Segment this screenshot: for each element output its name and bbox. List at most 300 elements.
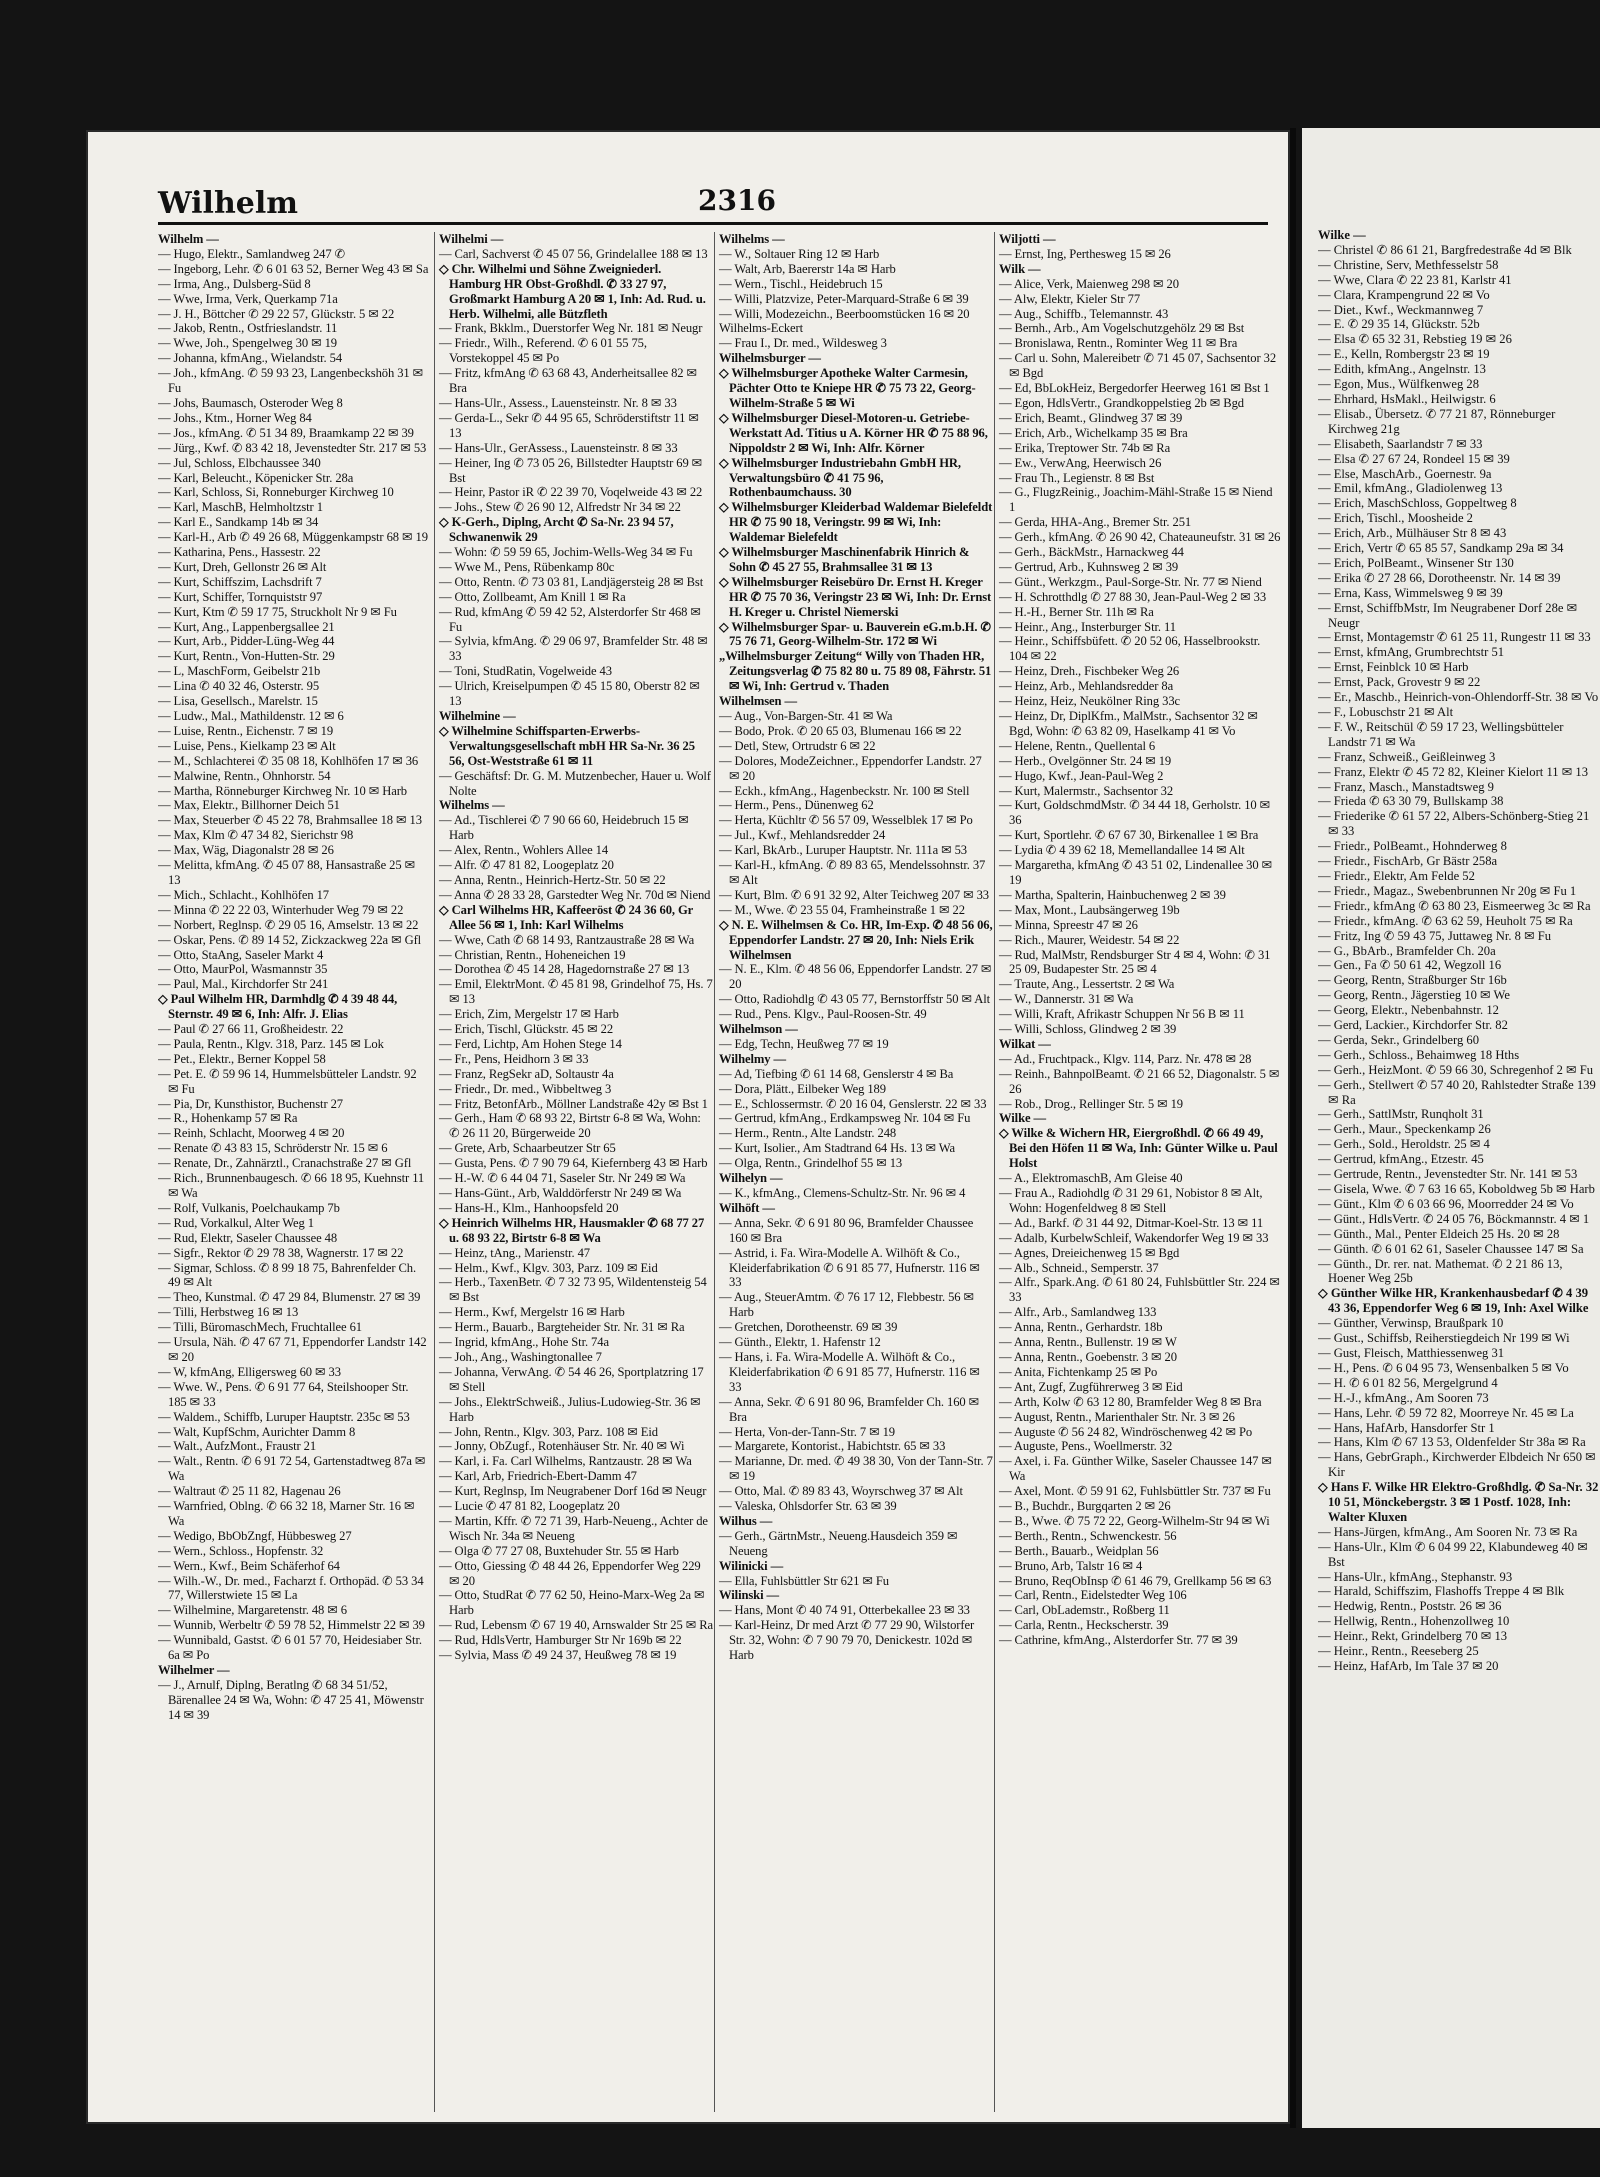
directory-entry: — Gerh., Stellwert ✆ 57 40 20, Rahlstedter Straße 139 ✉ Ra xyxy=(1318,1077,1596,1107)
directory-entry: — Rob., Drog., Rellinger Str. 5 ✉ 19 xyxy=(999,1096,1183,1111)
directory-entry: — Ingeborg, Lehr. ✆ 6 01 63 52, Berner Weg 43 ✉ Sa xyxy=(158,261,429,276)
directory-entry: — Otto, MaurPol, Wasmannstr 35 xyxy=(158,962,328,977)
directory-entry: — Heinr., Schiffsbüfett. ✆ 20 52 06, Hasselbrookstr. 104 ✉ 22 xyxy=(999,634,1261,664)
adjacent-page-column xyxy=(1318,228,1600,2118)
directory-entry: — Arth, Kolw ✆ 63 12 80, Bramfelder Weg 8 ✉ Bra xyxy=(999,1394,1262,1409)
directory-entry: — Hans-Ulr., Klm ✆ 6 04 99 22, Klabundeweg 40 ✉ Bst xyxy=(1318,1539,1588,1569)
directory-entry: — Axel, Mont. ✆ 59 91 62, Fuhlsbüttler Str. 737 ✉ Fu xyxy=(999,1484,1271,1499)
directory-entry: — Wohn: ✆ 59 59 65, Jochim-Wells-Weg 34 ✉ Fu xyxy=(439,545,693,560)
directory-entry: — Helm., Kwf., Klgv. 303, Parz. 109 ✉ Eid xyxy=(439,1260,658,1275)
directory-entry: — Aug., SteuerAmtm. ✆ 76 17 12, Flebbestr. 56 ✉ Harb xyxy=(719,1290,974,1320)
directory-entry: — Johs, Baumasch, Osteroder Weg 8 xyxy=(158,395,343,410)
directory-entry: — E. ✆ 29 35 14, Glückstr. 52b xyxy=(1318,317,1480,332)
directory-entry: — Karl, Schloss, Si, Ronneburger Kirchweg 10 xyxy=(158,485,394,500)
directory-entry: — Günther, Verwinsp, Braußpark 10 xyxy=(1318,1316,1504,1331)
directory-entry: — M., Wwe. ✆ 23 55 04, Framheinstraße 1 ✉ 22 xyxy=(719,902,965,917)
directory-entry: — Herm., Rentn., Alte Landstr. 248 xyxy=(719,1126,897,1141)
directory-entry: Wilhelmer — xyxy=(158,1663,230,1677)
directory-entry: — A., ElektromaschB, Am Gleise 40 xyxy=(999,1171,1183,1186)
directory-entry: — Hugo, Kwf., Jean-Paul-Weg 2 xyxy=(999,768,1164,783)
directory-entry: — Fritz, BetonfArb., Möllner Landstraße 42y ✉ Bst 1 xyxy=(439,1096,708,1111)
directory-entry: Wilhelmi — xyxy=(439,232,504,246)
directory-entry: — Luise, Pens., Kielkamp 23 ✉ Alt xyxy=(158,738,336,753)
directory-entry: — Ehrhard, HsMakl., Heilwigstr. 6 xyxy=(1318,391,1496,406)
directory-entry: — Otto, Zollbeamt, Am Knill 1 ✉ Ra xyxy=(439,589,626,604)
directory-entry: — Wwe, Joh., Spengelweg 30 ✉ 19 xyxy=(158,336,337,351)
directory-entry: — Günth., Mal., Penter Eldeich 25 Hs. 20 ✉ 28 xyxy=(1318,1226,1560,1241)
column-4 xyxy=(994,232,1281,2112)
directory-entry: — Günt., Klm ✆ 6 03 66 96, Moorredder 24 ✉ Vo xyxy=(1318,1196,1574,1211)
directory-entry: — J., Arnulf, Diplng, Beratlng ✆ 68 34 51/52, Bärenallee 24 ✉ Wa, Wohn: ✆ 47 25 41, Möwenstr 14 ✉ 39 xyxy=(158,1677,424,1722)
directory-entry: — Pia, Dr, Kunsthistor, Buchenstr 27 xyxy=(158,1096,343,1111)
directory-entry: — Gertrude, Rentn., Jevenstedter Str. Nr. 141 ✉ 53 xyxy=(1318,1167,1578,1182)
directory-entry: — Ella, Fuhlsbüttler Str 621 ✉ Fu xyxy=(719,1573,889,1588)
directory-entry: ◇ Wilhelmsburger Diesel-Motoren-u. Getriebe-Werkstatt Ad. Titius u A. Körner HR ✆ 75 88 96, Nippoldstr 2 ✉ Wi, Inh: Alfr. Körner xyxy=(719,410,988,455)
directory-entry: — Georg, Elektr., Nebenbahnstr. 12 xyxy=(1318,1003,1499,1018)
directory-entry: — Karl, Beleucht., Köpenicker Str. 28a xyxy=(158,470,354,485)
directory-entry: — Wern., Schloss., Hopfenstr. 32 xyxy=(158,1543,324,1558)
directory-entry: — Joh., kfmAng. ✆ 59 93 23, Langenbeckshöh 31 ✉ Fu xyxy=(158,366,424,396)
directory-entry: — Gertrud, Arb., Kuhnsweg 2 ✉ 39 xyxy=(999,559,1179,574)
directory-entry: — N. E., Klm. ✆ 48 56 06, Eppendorfer Landstr. 27 ✉ 20 xyxy=(719,962,992,992)
directory-entry: Wilhelmy — xyxy=(719,1051,786,1066)
directory-entry: — Warnfried, Oblng. ✆ 66 32 18, Marner Str. 16 ✉ Wa xyxy=(158,1499,415,1528)
directory-entry: — Margaretha, kfmAng ✆ 43 51 02, Lindenallee 30 ✉ 19 xyxy=(999,858,1273,887)
directory-entry: — Gerd, Lackier., Kirchdorfer Str. 82 xyxy=(1318,1018,1508,1033)
directory-entry: — Walt, Arb, Baererstr 14a ✉ Harb xyxy=(719,261,896,276)
directory-entry: — Hans, GebrGraph., Kirchwerder Elbdeich Nr 650 ✉ Kir xyxy=(1318,1450,1596,1480)
directory-entry: — W., Dannerstr. 31 ✉ Wa xyxy=(999,992,1134,1007)
directory-entry: — Melitta, kfmAng. ✆ 45 07 88, Hansastraße 25 ✉ 13 xyxy=(158,858,416,887)
directory-entry: — Theo, Kunstmal. ✆ 47 29 84, Blumenstr. 27 ✉ 39 xyxy=(158,1290,421,1305)
directory-entry: — Frau A., Radiohdlg ✆ 31 29 61, Nobistor 8 ✉ Alt, Wohn: Hogenfeldweg 8 ✉ Stell xyxy=(999,1186,1263,1215)
directory-entry: — Minna, Spreestr 47 ✉ 26 xyxy=(999,917,1138,932)
directory-entry: — Jul, Schloss, Elbchaussee 340 xyxy=(158,455,321,470)
directory-entry: — Wern., Kwf., Beim Schäferhof 64 xyxy=(158,1558,340,1573)
directory-entry: — M., Schlachterei ✆ 35 08 18, Kohlhöfen 17 ✉ 36 xyxy=(158,753,419,768)
directory-entry: — Karl-H., kfmAng. ✆ 89 83 65, Mendelssohnstr. 37 ✉ Alt xyxy=(719,858,986,887)
directory-entry: ◇ Günther Wilke HR, Krankenhausbedarf ✆ 4 39 43 36, Eppendorfer Weg 6 ✉ 19, Inh: Axel Wilke xyxy=(1318,1286,1589,1316)
directory-entry: — Paul ✆ 27 66 11, Großheidestr. 22 xyxy=(158,1022,344,1037)
column-3 xyxy=(714,232,993,2112)
directory-entry: — Ernst, Feinblck 10 ✉ Harb xyxy=(1318,660,1469,675)
directory-entry: ◇ Carl Wilhelms HR, Kaffeeröst ✆ 24 36 60, Gr Allee 56 ✉ 1, Inh: Karl Wilhelms xyxy=(439,902,693,932)
directory-entry: — Franz, RegSekr aD, Soltaustr 4a xyxy=(439,1066,614,1081)
directory-entry: — Fritz, kfmAng ✆ 63 68 43, Anderheitsallee 82 ✉ Bra xyxy=(439,366,697,396)
directory-entry: — Alfr., Spark.Ang. ✆ 61 80 24, Fuhlsbüttler Str. 224 ✉ 33 xyxy=(999,1275,1280,1305)
directory-entry: — Tilli, BüromaschMech, Fruchtallee 61 xyxy=(158,1320,362,1335)
directory-entry: — Ad., Tischlerei ✆ 7 90 66 60, Heidebruch 15 ✉ Harb xyxy=(439,813,689,843)
directory-entry: — John, Rentn., Klgv. 303, Parz. 108 ✉ Eid xyxy=(439,1424,658,1439)
directory-entry: — Hugo, Elektr., Samlandweg 247 ✆ xyxy=(158,246,346,261)
directory-entry: — Ed, BbLokHeiz, Bergedorfer Heerweg 161 ✉ Bst 1 xyxy=(999,381,1270,396)
directory-entry: — Paul, Mal., Kirchdorfer Str 241 xyxy=(158,977,329,992)
directory-entry: — Fritz, Ing ✆ 59 43 75, Juttaweg Nr. 8 ✉ Fu xyxy=(1318,928,1552,943)
directory-entry: — Jul., Kwf., Mehlandsredder 24 xyxy=(719,828,886,843)
directory-entry: — Katharina, Pens., Hassestr. 22 xyxy=(158,545,321,560)
running-head xyxy=(158,184,1268,224)
directory-entry: ◇ Chr. Wilhelmi und Söhne Zweigniederl. Hamburg HR Obst-Großhdl. ✆ 33 27 97, Großmarkt Hamburg A 20 ✉ 1, Inh: Ad. Rud. u. Herb. Wilhelmi, alle Bützfleth xyxy=(439,261,706,321)
directory-entry: — Martin, Kffr. ✆ 72 71 39, Harb-Neueng., Achter de Wisch Nr. 34a ✉ Neueng xyxy=(439,1513,708,1543)
directory-entry: — Herm., Bauarb., Bargteheider Str. Nr. 31 ✉ Ra xyxy=(439,1320,685,1335)
directory-entry: — Harald, Schiffszim, Flashoffs Treppe 4 ✉ Blk xyxy=(1318,1584,1565,1599)
directory-entry: — Johanna, VerwAng. ✆ 54 46 26, Sportplatzring 17 ✉ Stell xyxy=(439,1364,704,1394)
directory-entry: — Erich, Beamt., Glindweg 37 ✉ 39 xyxy=(999,410,1183,425)
directory-entry: — Jos., kfmAng. ✆ 51 34 89, Braamkamp 22 ✉ 39 xyxy=(158,425,414,440)
directory-entry: — Gerh., GärtnMstr., Neueng.Hausdeich 359 ✉ Neueng xyxy=(719,1528,958,1558)
directory-entry: — Johs., Ktm., Horner Weg 84 xyxy=(158,410,312,425)
column-2 xyxy=(434,232,713,2112)
directory-entry: — Kurt, GoldschmdMstr. ✆ 34 44 18, Gerholstr. 10 ✉ 36 xyxy=(999,798,1271,828)
directory-entry: — H. ✆ 6 01 82 56, Mergelgrund 4 xyxy=(1318,1375,1498,1390)
directory-entry: — Hellwig, Rentn., Hohenzollweg 10 xyxy=(1318,1614,1510,1629)
directory-entry: — Lisa, Gesellsch., Marelstr. 15 xyxy=(158,694,318,709)
directory-entry: — Kurt, Ang., Lappenbergsallee 21 xyxy=(158,619,335,634)
directory-entry: — Wwe, Clara ✆ 22 23 81, Karlstr 41 xyxy=(1318,272,1512,287)
directory-entry: — Franz, Masch., Manstadtsweg 9 xyxy=(1318,779,1494,794)
directory-page xyxy=(88,132,1288,2122)
directory-entry: — Alfr. ✆ 47 81 82, Loogeplatz 20 xyxy=(439,858,614,873)
directory-entry: — Elsa ✆ 27 67 24, Rondeel 15 ✉ 39 xyxy=(1318,451,1510,466)
directory-entry: — H. Schrotthdlg ✆ 27 88 30, Jean-Paul-Weg 2 ✉ 33 xyxy=(999,589,1267,604)
directory-entry: Wilhus — xyxy=(719,1513,773,1528)
entry-columns xyxy=(158,232,1281,2112)
directory-entry: — Gerh., HeizMont. ✆ 59 66 30, Schregenhof 2 ✉ Fu xyxy=(1318,1062,1594,1077)
directory-entry: — Erich, Vertr ✆ 65 85 57, Sandkamp 29a ✉ 34 xyxy=(1318,541,1564,556)
directory-entry: — Kurt, Arb., Pidder-Lüng-Weg 44 xyxy=(158,634,335,649)
directory-entry: — Heinz, Arb., Mehlandsredder 8a xyxy=(999,679,1174,694)
directory-entry: — Ew., VerwAng, Heerwisch 26 xyxy=(999,455,1162,470)
directory-entry: — Hedwig, Rentn., Poststr. 26 ✉ 36 xyxy=(1318,1599,1502,1614)
directory-entry: — Wwe, Irma, Verk, Querkamp 71a xyxy=(158,291,338,306)
directory-entry: — Lina ✆ 40 32 46, Osterstr. 95 xyxy=(158,679,320,694)
directory-entry: — Karl, Arb, Friedrich-Ebert-Damm 47 xyxy=(439,1469,637,1484)
directory-entry: — Heinr, Pastor iR ✆ 22 39 70, Voqelweide 43 ✉ 22 xyxy=(439,485,703,500)
directory-entry: — Rud, MalMstr, Rendsburger Str 4 ✉ 4, Wohn: ✆ 31 25 09, Budapester Str. 25 ✉ 4 xyxy=(999,947,1271,977)
directory-entry: — Luise, Rentn., Eichenstr. 7 ✉ 19 xyxy=(158,723,334,738)
directory-entry: — Axel, i. Fa. Günther Wilke, Saseler Chaussee 147 ✉ Wa xyxy=(999,1454,1272,1484)
directory-entry: — Gen., Fa ✆ 50 61 42, Wegzoll 16 xyxy=(1318,958,1502,973)
directory-entry: — Hans-Ulr., Assess., Lauensteinstr. Nr. 8 ✉ 33 xyxy=(439,395,677,410)
directory-entry: ◇ Wilhelmine Schiffsparten-Erwerbs-Verwaltungsgesellschaft mbH HR Sa-Nr. 36 25 56, Ost-Weststraße 61 ✉ 11 xyxy=(439,723,695,768)
directory-entry: — Karl, MaschB, Helmholtzstr 1 xyxy=(158,500,323,515)
directory-entry: Wilhelmsen — xyxy=(719,694,797,709)
directory-entry: — Günt., HdlsVertr. ✆ 24 05 76, Böckmannstr. 4 ✉ 1 xyxy=(1318,1211,1590,1226)
directory-entry: — Ernst, Ing, Perthesweg 15 ✉ 26 xyxy=(999,246,1171,261)
adjacent-page-heading: Wilke — xyxy=(1318,228,1366,242)
directory-entry: — Erich, MaschSchloss, Goppeltweg 8 xyxy=(1318,496,1517,511)
directory-entry: — Johs., ElektrSchweiß., Julius-Ludowieg-Str. 36 ✉ Harb xyxy=(439,1394,701,1424)
directory-entry: — Sylvia, kfmAng. ✆ 29 06 97, Bramfelder Str. 48 ✉ 33 xyxy=(439,634,708,664)
directory-entry: ◇ Heinrich Wilhelms HR, Hausmakler ✆ 68 77 27 u. 68 93 22, Birtstr 6-8 ✉ Wa xyxy=(439,1215,705,1245)
directory-entry: — Otto, Rentn. ✆ 73 03 81, Landjägersteig 28 ✉ Bst xyxy=(439,574,704,589)
directory-entry: — Frau Th., Legienstr. 8 ✉ Bst xyxy=(999,470,1155,485)
directory-entry: — F. W., Reitschül ✆ 59 17 23, Wellingsbütteler Landstr 71 ✉ Wa xyxy=(1318,719,1564,749)
directory-entry: — Astrid, i. Fa. Wira-Modelle A. Wilhöft & Co., Kleiderfabrikation ✆ 6 91 85 77, Hufnerstr. 116 ✉ 33 xyxy=(719,1245,980,1290)
directory-entry: — Herm., Kwf, Mergelstr 16 ✉ Harb xyxy=(439,1305,625,1320)
directory-entry: — Berth., Rentn., Schwenckestr. 56 xyxy=(999,1528,1177,1543)
directory-entry: — Otto, Mal. ✆ 89 83 43, Woyrschweg 37 ✉ Alt xyxy=(719,1484,963,1499)
directory-entry: — Carl, ObLademstr., Roßberg 11 xyxy=(999,1603,1170,1618)
directory-entry: — Walt, KupfSchm, Aurichter Damm 8 xyxy=(158,1424,356,1439)
directory-entry: — Kurt, Malermstr., Sachsentor 32 xyxy=(999,783,1174,798)
directory-entry: ◇ Paul Wilhelm HR, Darmhdlg ✆ 4 39 48 44, Sternstr. 49 ✉ 6, Inh: Alfr. J. Elias xyxy=(158,992,398,1022)
directory-entry: — Jonny, ObZugf., Rotenhäuser Str. Nr. 40 ✉ Wi xyxy=(439,1439,685,1454)
directory-entry: Wiljotti — xyxy=(999,232,1056,246)
directory-entry: — Clara, Krampengrund 22 ✉ Vo xyxy=(1318,287,1490,302)
directory-entry: — Pet. E. ✆ 59 96 14, Hummelsbütteler Landstr. 92 ✉ Fu xyxy=(158,1066,417,1096)
directory-entry: — Margarete, Kontorist., Habichtstr. 65 ✉ 33 xyxy=(719,1439,946,1454)
directory-entry: — Günth. ✆ 6 01 62 61, Saseler Chaussee 147 ✉ Sa xyxy=(1318,1241,1584,1256)
directory-entry: — Gerda, HHA-Ang., Bremer Str. 251 xyxy=(999,515,1192,530)
directory-entry: — Ulrich, Kreiselpumpen ✆ 45 15 80, Oberstr 82 ✉ 13 xyxy=(439,679,700,709)
directory-entry: — Tilli, Herbstweg 16 ✉ 13 xyxy=(158,1305,299,1320)
directory-entry: — Ludw., Mal., Mathildenstr. 12 ✉ 6 xyxy=(158,709,344,723)
adjacent-page-entries xyxy=(1318,243,1600,1674)
directory-entry: — Gerh., SattlMstr, Runqholt 31 xyxy=(1318,1107,1484,1122)
directory-entry: — Diet., Kwf., Weckmannweg 7 xyxy=(1318,302,1484,317)
directory-entry: ◇ Wilhelmsburger Maschinenfabrik Hinrich & Sohn ✆ 45 27 55, Brahmsallee 31 ✉ 13 xyxy=(719,545,970,574)
directory-entry: — Gust., Schiffsb, Reiherstiegdeich Nr 199 ✉ Wi xyxy=(1318,1331,1570,1346)
directory-entry: Wilhelms — xyxy=(719,232,785,246)
directory-entry: — K., kfmAng., Clemens-Schultz-Str. Nr. 96 ✉ 4 xyxy=(719,1186,966,1200)
directory-entry: — Er., Maschb., Heinrich-von-Ohlendorff-Str. 38 ✉ Vo xyxy=(1318,690,1599,705)
directory-entry: — Hans-Jürgen, kfmAng., Am Sooren Nr. 73 ✉ Ra xyxy=(1318,1524,1578,1539)
directory-entry: — Wilhelmine, Margaretenstr. 48 ✉ 6 xyxy=(158,1603,348,1618)
directory-entry: — Kurt, Schiffer, Tornquiststr 97 xyxy=(158,589,323,604)
running-head-keyword: Wilhelm xyxy=(158,186,298,221)
directory-entry: — Alfr., Arb., Samlandweg 133 xyxy=(999,1305,1157,1320)
directory-entry: — Christine, Serv, Methfesselstr 58 xyxy=(1318,257,1499,272)
directory-entry: ◇ Wilhelmsburger Kleiderbad Waldemar Bielefeldt HR ✆ 75 90 18, Veringstr. 99 ✉ Wi, Inh: Waldemar Bielefeldt xyxy=(719,500,993,545)
directory-entry: — Hans-Ulr., GerAssess., Lauensteinstr. 8 ✉ 33 xyxy=(439,440,678,455)
directory-entry: — Hans, Klm ✆ 67 13 53, Oldenfelder Str 38a ✉ Ra xyxy=(1318,1435,1586,1450)
directory-entry: — Friederike ✆ 61 57 22, Albers-Schönberg-Stieg 21 ✉ 33 xyxy=(1318,809,1590,839)
directory-entry: — Gerh., BäckMstr., Harnackweg 44 xyxy=(999,545,1184,560)
directory-entry: Wilhelmine — xyxy=(439,709,516,723)
directory-entry: — Carl u. Sohn, Malereibetr ✆ 71 45 07, Sachsentor 32 ✉ Bgd xyxy=(999,351,1277,381)
directory-entry: — Martha, Rönneburger Kirchweg Nr. 10 ✉ Harb xyxy=(158,783,407,798)
directory-entry: — Carl, Sachverst ✆ 45 07 56, Grindelallee 188 ✉ 13 xyxy=(439,246,708,261)
directory-entry: Wilhelms-Eckert xyxy=(719,321,804,336)
header-rule xyxy=(158,222,1268,225)
directory-entry: — H., Pens. ✆ 6 04 95 73, Wensenbalken 5 ✉ Vo xyxy=(1318,1360,1569,1375)
directory-entry: — Egon, Mus., Wülfkenweg 28 xyxy=(1318,377,1480,392)
directory-entry: — Eckh., kfmAng., Hagenbeckstr. Nr. 100 ✉ Stell xyxy=(719,783,970,798)
directory-entry: — Anna, Rentn., Bullenstr. 19 ✉ W xyxy=(999,1335,1177,1350)
directory-entry: — Erich, Tischl., Moosheide 2 xyxy=(1318,511,1473,526)
directory-entry: — Karl-H., Arb ✆ 49 26 68, Müggenkampstr 68 ✉ 19 xyxy=(158,530,428,545)
directory-entry: — Gerh., kfmAng. ✆ 26 90 42, Chateauneufstr. 31 ✉ 26 xyxy=(999,530,1281,545)
directory-entry: — Gertrud, kfmAng., Etzestr. 45 xyxy=(1318,1152,1484,1167)
directory-entry: — Georg, Rentn, Straßburger Str 16b xyxy=(1318,973,1507,988)
directory-entry: — Wunnib, Werbeltr ✆ 59 78 52, Himmelstr 22 ✉ 39 xyxy=(158,1618,425,1633)
directory-entry: — Otto, Giessing ✆ 48 44 26, Eppendorfer Weg 229 ✉ 20 xyxy=(439,1558,701,1588)
directory-entry: — Karl-Heinz, Dr med Arzt ✆ 77 29 90, Wilstorfer Str. 32, Wohn: ✆ 7 90 79 70, Denickestr. 102d ✉ Harb xyxy=(719,1618,975,1663)
directory-entry: — Gust, Fleisch, Matthiessenweg 31 xyxy=(1318,1345,1505,1360)
directory-entry: — Christian, Rentn., Hoheneichen 19 xyxy=(439,947,626,962)
directory-entry: — Ad, Tiefbing ✆ 61 14 68, Genslerstr 4 ✉ Ba xyxy=(719,1066,954,1081)
directory-entry: — Wwe. W., Pens. ✆ 6 91 77 64, Steilshooper Str. 185 ✉ 33 xyxy=(158,1379,409,1409)
directory-entry: Wilhelms — xyxy=(439,798,505,813)
directory-entry: — Gertrud, kfmAng., Erdkampsweg Nr. 104 ✉ Fu xyxy=(719,1111,971,1126)
directory-entry: — Auguste ✆ 56 24 82, Windröschenweg 42 ✉ Po xyxy=(999,1424,1253,1439)
directory-entry: — Willi, Kraft, Afrikastr Schuppen Nr 56 B ✉ 11 xyxy=(999,1007,1245,1022)
directory-entry: — Hans-H., Klm., Hanhoopsfeld 20 xyxy=(439,1200,619,1215)
directory-entry: — Alb., Schneid., Semperstr. 37 xyxy=(999,1260,1159,1275)
directory-entry: — Martha, Spalterin, Hainbuchenweg 2 ✉ 39 xyxy=(999,887,1226,902)
directory-entry: — Rich., Maurer, Weidestr. 54 ✉ 22 xyxy=(999,932,1180,947)
directory-entry: — Heinr., Rentn., Reeseberg 25 xyxy=(1318,1644,1479,1659)
directory-entry: — W, kfmAng, Elligersweg 60 ✉ 33 xyxy=(158,1364,341,1379)
directory-entry: — Dolores, ModeZeichner., Eppendorfer Landstr. 27 ✉ 20 xyxy=(719,753,982,783)
directory-entry: — Rud, Lebensm ✆ 67 19 40, Arnswalder Str 25 ✉ Ra xyxy=(439,1618,713,1633)
directory-entry: ◇ Wilhelmsburger Apotheke Walter Carmesin, Pächter Otto te Kniepe HR ✆ 75 73 22, Georg-Wilhelm-Straße 5 ✉ Wi xyxy=(719,366,976,410)
directory-entry: — Heinz, Heiz, Neukölner Ring 33c xyxy=(999,694,1181,709)
directory-entry: Wilhelyn — xyxy=(719,1171,783,1186)
directory-entry: — Traute, Ang., Lessertstr. 2 ✉ Wa xyxy=(999,977,1175,992)
directory-entry: — Ernst, kfmAng, Grumbrechtstr 51 xyxy=(1318,645,1505,660)
directory-entry: — Hans-Günt., Arb, Walddörferstr Nr 249 ✉ Wa xyxy=(439,1186,682,1200)
directory-entry: — Reinh, Schlacht, Moorweg 4 ✉ 20 xyxy=(158,1126,345,1141)
directory-entry: — L, MaschForm, Geibelstr 21b xyxy=(158,664,321,679)
directory-entry: — H.-W. ✆ 6 44 04 71, Saseler Str. Nr 249 ✉ Wa xyxy=(439,1171,686,1186)
directory-entry: — Hans, Lehr. ✆ 59 72 82, Moorreye Nr. 45 ✉ La xyxy=(1318,1405,1574,1420)
directory-entry: — Hans, Mont ✆ 40 74 91, Otterbekallee 23 ✉ 33 xyxy=(719,1603,970,1618)
directory-entry: — Günth., Elektr, 1. Hafenstr 12 xyxy=(719,1335,881,1350)
directory-entry: — Rich., Brunnenbaugesch. ✆ 66 18 95, Kuehnstr 11 ✉ Wa xyxy=(158,1171,425,1200)
directory-entry: — Agnes, Dreieichenweg 15 ✉ Bgd xyxy=(999,1245,1180,1260)
directory-entry: — Toni, StudRatin, Vogelweide 43 xyxy=(439,664,612,679)
directory-entry: — G., FlugzReinig., Joachim-Mähl-Straße 15 ✉ Niend 1 xyxy=(999,485,1273,515)
directory-entry: — Erich, Arb., Wichelkamp 35 ✉ Bra xyxy=(999,425,1188,440)
directory-entry: — Valeska, Ohlsdorfer Str. 63 ✉ 39 xyxy=(719,1499,897,1514)
directory-entry: ◇ N. E. Wilhelmsen & Co. HR, Im-Exp. ✆ 48 56 06, Eppendorfer Landstr. 27 ✉ 20, Inh: Niels Erik Wilhelmsen xyxy=(719,917,993,962)
directory-entry: — Gerda-L., Sekr ✆ 44 95 65, Schröderstiftstr 11 ✉ 13 xyxy=(439,410,699,440)
directory-entry: — Max, Elektr., Billhorner Deich 51 xyxy=(158,798,340,813)
directory-entry: — Jakob, Rentn., Ostfrieslandstr. 11 xyxy=(158,321,338,336)
directory-entry: — Walt., Rentn. ✆ 6 91 72 54, Gartenstadtweg 87a ✉ Wa xyxy=(158,1454,426,1484)
directory-entry: — Erna, Kass, Wimmelsweg 9 ✉ 39 xyxy=(1318,585,1503,600)
page-number: 2316 xyxy=(698,184,776,217)
directory-entry: — Egon, HdlsVertr., Grandkoppelstieg 2b ✉ Bgd xyxy=(999,395,1244,410)
directory-entry: — Friedr., Dr. med., Wibbeltweg 3 xyxy=(439,1081,612,1096)
directory-entry: — Friedr., Magaz., Swebenbrunnen Nr 20g ✉ Fu 1 xyxy=(1318,883,1577,898)
directory-entry: Wilinski — xyxy=(719,1588,780,1603)
directory-entry: — Heinz, Dr, DiplKfm., MalMstr., Sachsentor 32 ✉ Bgd, Wohn: ✆ 63 82 09, Haselkamp 41 ✉ Vo xyxy=(999,709,1258,738)
directory-entry: Wilinicki — xyxy=(719,1558,784,1573)
directory-entry: — Frieda ✆ 63 30 79, Bullskamp 38 xyxy=(1318,794,1504,809)
directory-entry: — Auguste, Pens., Woellmerstr. 32 xyxy=(999,1439,1173,1454)
directory-entry: — Frau I., Dr. med., Wildesweg 3 xyxy=(719,336,887,351)
directory-entry: — Erika ✆ 27 28 66, Dorotheenstr. Nr. 14 ✉ 39 xyxy=(1318,570,1561,585)
directory-entry: — Rud, HdlsVertr, Hamburger Str Nr 169b ✉ 22 xyxy=(439,1633,682,1648)
directory-entry: — Waldem., Schiffb, Luruper Hauptstr. 235c ✉ 53 xyxy=(158,1409,410,1424)
directory-entry: — Kurt, Ktm ✆ 59 17 75, Struckholt Nr 9 ✉ Fu xyxy=(158,604,397,619)
directory-entry: — Anna, Sekr. ✆ 6 91 80 96, Bramfelder Ch. 160 ✉ Bra xyxy=(719,1394,980,1424)
directory-entry: — Johs., Stew ✆ 26 90 12, Alfredstr Nr 34 ✉ 22 xyxy=(439,500,681,515)
directory-entry: — Berth., Bauarb., Weidplan 56 xyxy=(999,1543,1159,1558)
directory-entry: — Anna ✆ 28 33 28, Garstedter Weg Nr. 70d ✉ Niend xyxy=(439,887,711,902)
directory-entry: — E., Schlossermstr. ✆ 20 16 04, Genslerstr. 22 ✉ 33 xyxy=(719,1096,987,1111)
directory-entry: — Herb., TaxenBetr. ✆ 7 32 73 95, Wildentensteig 54 ✉ Bst xyxy=(439,1275,707,1305)
directory-entry: — Ferd, Lichtp, Am Hohen Stege 14 xyxy=(439,1036,622,1051)
directory-entry: — Wwe, Cath ✆ 68 14 93, Rantzaustraße 28 ✉ Wa xyxy=(439,932,695,947)
column-1 xyxy=(158,232,430,2112)
directory-entry: — Detl, Stew, Ortrudstr 6 ✉ 22 xyxy=(719,738,876,753)
directory-entry: — Kurt, Blm. ✆ 6 91 32 92, Alter Teichweg 207 ✉ 33 xyxy=(719,887,989,902)
directory-entry: — Gretchen, Dorotheenstr. 69 ✉ 39 xyxy=(719,1320,898,1335)
directory-entry: „Wilhelmsburger Zeitung“ Willy von Thaden HR, Zeitungsverlag ✆ 75 82 80 u. 75 89 08, Fährstr. 51 ✉ Wi, Inh: Gertrud v. Thaden xyxy=(719,649,992,694)
directory-entry: — Friedr., kfmAng ✆ 63 80 23, Eismeerweg 3c ✉ Ra xyxy=(1318,898,1591,913)
directory-entry: — Alex, Rentn., Wohlers Allee 14 xyxy=(439,843,609,858)
directory-entry: — Renate, Dr., Zahnärztl., Cranachstraße 27 ✉ Gfl xyxy=(158,1156,412,1171)
directory-entry: — Lucie ✆ 47 81 82, Loogeplatz 20 xyxy=(439,1499,620,1514)
directory-entry: — Bronislawa, Rentn., Rominter Weg 11 ✉ Bra xyxy=(999,336,1238,351)
directory-entry: — Gerda, Sekr., Grindelberg 60 xyxy=(1318,1032,1480,1047)
directory-entry: — Willi, Modezeichn., Beerboomstücken 16 ✉ 20 xyxy=(719,306,970,321)
directory-entry: — Rolf, Vulkanis, Poelchaukamp 7b xyxy=(158,1200,340,1215)
directory-entry: — Erich, Zim, Mergelstr 17 ✉ Harb xyxy=(439,1007,619,1022)
directory-entry: — Grete, Arb, Schaarbeutzer Str 65 xyxy=(439,1141,616,1156)
directory-entry: — Willi, Platzvize, Peter-Marquard-Straße 6 ✉ 39 xyxy=(719,291,969,306)
directory-entry: — Alw, Elektr, Kieler Str 77 xyxy=(999,291,1141,306)
directory-entry: — Lydia ✆ 4 39 62 18, Memellandallee 14 ✉ Alt xyxy=(999,843,1245,858)
directory-entry: — Franz, Schweiß., Geißleinweg 3 xyxy=(1318,749,1496,764)
directory-entry: — Günth., Dr. rer. nat. Mathemat. ✆ 2 21 86 13, Hoener Weg 25b xyxy=(1318,1256,1563,1286)
directory-entry: — Willi, Schloss, Glindweg 2 ✉ 39 xyxy=(999,1022,1177,1037)
directory-entry: — Ad., Barkf. ✆ 31 44 92, Ditmar-Koel-Str. 13 ✉ 11 xyxy=(999,1215,1264,1230)
directory-entry: — Franz, Elektr ✆ 45 72 82, Kleiner Kielort 11 ✉ 13 xyxy=(1318,764,1589,779)
directory-entry: — Ant, Zugf, Zugführerweg 3 ✉ Eid xyxy=(999,1379,1183,1394)
directory-entry: — Heiner, Ing ✆ 73 05 26, Billstedter Hauptstr 69 ✉ Bst xyxy=(439,455,703,485)
directory-entry: — Ingrid, kfmAng., Hohe Str. 74a xyxy=(439,1335,609,1350)
directory-entry: — Karl E., Sandkamp 14b ✉ 34 xyxy=(158,515,319,530)
directory-entry: — Kurt, Reglnsp, Im Neugrabener Dorf 16d ✉ Neugr xyxy=(439,1484,707,1499)
directory-entry: — Johanna, kfmAng., Wielandstr. 54 xyxy=(158,351,343,366)
directory-entry: — W., Soltauer Ring 12 ✉ Harb xyxy=(719,246,880,261)
directory-entry: — R., Hohenkamp 57 ✉ Ra xyxy=(158,1111,298,1126)
directory-entry: — Erich, PolBeamt., Winsener Str 130 xyxy=(1318,555,1514,570)
directory-entry: Wilhelm — xyxy=(158,232,219,246)
directory-entry: — Sigfr., Rektor ✆ 29 78 38, Wagnerstr. 17 ✉ 22 xyxy=(158,1245,404,1260)
directory-entry: — Max, Steuerber ✆ 45 22 78, Brahmsallee 18 ✉ 13 xyxy=(158,813,422,828)
directory-entry: — Bernh., Arb., Am Vogelschutzgehölz 29 ✉ Bst xyxy=(999,321,1245,336)
directory-entry: — Friedr., PolBeamt., Hohnderweg 8 xyxy=(1318,839,1507,854)
directory-entry: — Gerh., Ham ✆ 68 93 22, Birtstr 6-8 ✉ Wa, Wohn: ✆ 26 11 20, Bürgerweide 20 xyxy=(439,1111,701,1141)
page-gutter xyxy=(1290,128,1296,2128)
directory-entry: — Heinz, HafArb, Im Tale 37 ✉ 20 xyxy=(1318,1659,1499,1673)
directory-entry: — Geschäftsf: Dr. G. M. Mutzenbecher, Hauer u. Wolf Nolte xyxy=(439,768,711,798)
directory-entry: — Friedr., FischArb, Gr Bästr 258a xyxy=(1318,854,1498,869)
directory-entry: — Gerh., Sold., Heroldstr. 25 ✉ 4 xyxy=(1318,1137,1490,1152)
directory-entry: — Marianne, Dr. med. ✆ 49 38 30, Von der Tann-Str. 7 ✉ 19 xyxy=(719,1454,993,1484)
directory-entry: — Rud, Elektr, Saseler Chaussee 48 xyxy=(158,1230,338,1245)
directory-entry: — Otto, StaAng, Saseler Markt 4 xyxy=(158,947,324,962)
directory-entry: — Anna, Rentn., Goebenstr. 3 ✉ 20 xyxy=(999,1349,1177,1364)
directory-entry: — Reinh., BahnpolBeamt. ✆ 21 66 52, Diagonalstr. 5 ✉ 26 xyxy=(999,1066,1280,1096)
directory-entry: — Heinz, tAng., Marienstr. 47 xyxy=(439,1245,590,1260)
directory-entry: — August, Rentn., Marienthaler Str. Nr. 3 ✉ 26 xyxy=(999,1409,1235,1424)
directory-entry: — Cathrine, kfmAng., Alsterdorfer Str. 77 ✉ 39 xyxy=(999,1633,1238,1648)
directory-entry: — Aug., Von-Bargen-Str. 41 ✉ Wa xyxy=(719,709,893,723)
directory-entry: — Norbert, Reglnsp. ✆ 29 05 16, Amselstr. 13 ✉ 22 xyxy=(158,917,419,932)
directory-entry: Wilhelmson — xyxy=(719,1022,798,1037)
directory-entry: — Helene, Rentn., Quellental 6 xyxy=(999,738,1156,753)
directory-entry: — Malwine, Rentn., Ohnhorstr. 54 xyxy=(158,768,331,783)
directory-entry: Wilk — xyxy=(999,261,1041,276)
directory-entry: — Anita, Fichtenkamp 25 ✉ Po xyxy=(999,1364,1158,1379)
